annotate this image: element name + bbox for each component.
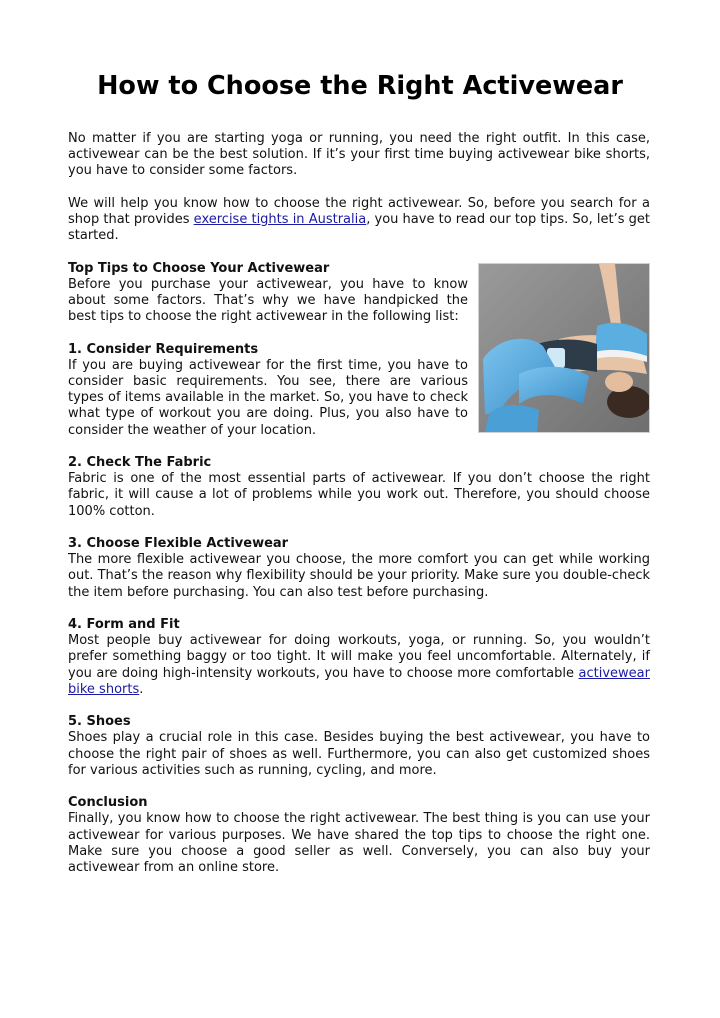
section-3-text: The more flexible activewear you choose, the more comfort you can get while working out. That’s the reason why flexibility should be your priority. Make sure you double-check the item before purchasing. You can also test before purchasing. — [68, 552, 650, 600]
section-5-text: Shoes play a crucial role in this case. Besides buying the best activewear, you have to choose the right pair of shoes as well. Furthermore, you can also get customized shoes for various activities such as running, cycling, and more. — [68, 730, 650, 778]
section-3-heading: 3. Choose Flexible Activewear — [68, 536, 289, 551]
section-4-text: Most people buy activewear for doing workouts, yoga, or running. So, you wouldn’t prefer something baggy or too tight. It will make you feel uncomfortable. Alternately, if you are doing high-intensity workouts, you have to choose more comfortable — [68, 633, 650, 681]
intro-text-before-link: We will help you know how to choose the right activewear. So, before you search for a shop that provides — [68, 195, 650, 227]
conclusion-text: Finally, you know how to choose the right activewear. The best thing is you can use your activewear for various purposes. We have shared the top tips to choose the right one. Make sure you choose a good seller as well. Conversely, you can also buy your activewear from an online store. — [68, 811, 650, 876]
exercise-tights-link[interactable]: exercise tights in Australia — [193, 212, 367, 227]
activewear-photo — [478, 263, 650, 433]
top-tips-heading: Top Tips to Choose Your Activewear — [68, 260, 330, 276]
page-title: How to Choose the Right Activewear — [97, 71, 623, 101]
section-2 — [68, 455, 650, 520]
section-2-heading: 2. Check The Fabric — [68, 455, 212, 470]
conclusion-section — [68, 795, 650, 876]
top-tips-text: Before you purchase your activewear, you have to know about some factors. That’s why we have handpicked the best tips to choose the right activewear in the following list: — [68, 276, 468, 325]
section-4-heading: 4. Form and Fit — [68, 617, 180, 632]
section-1-text: If you are buying activewear for the first time, you have to consider basic requirements. You see, there are various types of items available in the market. So, you have to check what type of workout you are doing. Plus, you also have to consider the weather of your location. — [68, 357, 468, 438]
section-1-heading: 1. Consider Requirements — [68, 341, 259, 357]
section-4-text-end: . — [139, 681, 144, 697]
intro-paragraph-1: No matter if you are starting yoga or running, you need the right outfit. In this case, activewear can be the best solution. If it’s your first time buying activewear bike shorts, you have to consider some factors. — [68, 131, 650, 179]
section-5 — [68, 714, 650, 779]
section-3 — [68, 536, 650, 601]
intro-text-after-link: , you have to read our top tips. So, let’s get started. — [68, 212, 650, 244]
intro-paragraph-2 — [68, 196, 650, 245]
section-2-text: Fabric is one of the most essential parts of activewear. If you don’t choose the right fabric, it will cause a lot of problems while you work out. Therefore, you should choose 100% cotton. — [68, 471, 650, 519]
section-5-heading: 5. Shoes — [68, 714, 131, 730]
woman-in-activewear-image — [479, 264, 649, 432]
activewear-bike-shorts-link[interactable]: activewear bike shorts — [68, 665, 650, 697]
section-4 — [68, 617, 650, 698]
conclusion-heading: Conclusion — [68, 795, 148, 811]
article-body — [68, 131, 650, 892]
